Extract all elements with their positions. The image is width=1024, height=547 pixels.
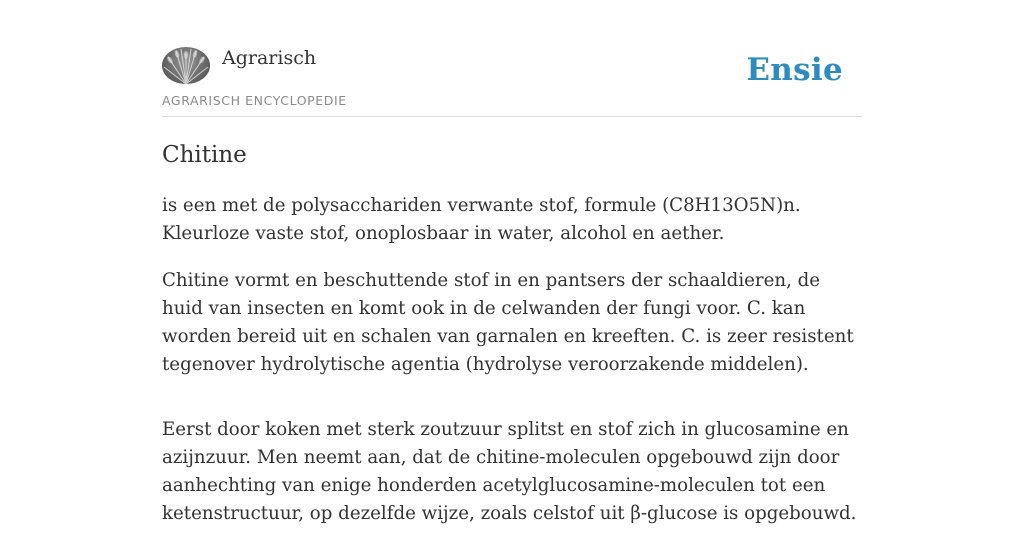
article-title: Chitine (162, 142, 247, 168)
source-logo-image[interactable] (162, 47, 210, 84)
article-paragraph: is een met de polysacchariden verwante stof, formule (C8H13O5N)n. Kleurloze vaste stof, onoplosbaar in water, alcohol en aether. (162, 195, 801, 244)
grain-wheat-icon (162, 47, 210, 84)
source-name-link[interactable]: Agrarisch (222, 47, 317, 69)
source-header (162, 46, 862, 117)
source-subtitle: AGRARISCH ENCYCLOPEDIE (162, 93, 347, 108)
article-paragraph: Chitine vormt en beschuttende stof in en pantsers der schaaldieren, de huid van insecten en komt ook in de celwanden der fungi voor. C. kan worden bereid uit en schalen van garnalen en kreeften. C. is zeer resistent tegenover hydrolytische agentia (hydrolyse veroorzakende middelen). (162, 270, 854, 375)
article-paragraph: Eerst door koken met sterk zoutzuur splitst en stof zich in glucosamine en azijnzuur. Men neemt aan, dat de chitine-moleculen opgebouwd zijn door aanhechting van enige honderden acetylglucosamine-moleculen tot een ketenstructuur, op dezelfde wijze, zoals celstof uit β-glucose is opgebouwd. (162, 419, 857, 524)
article-body (162, 192, 862, 547)
ensie-logo-link[interactable]: Ensie (746, 52, 843, 88)
